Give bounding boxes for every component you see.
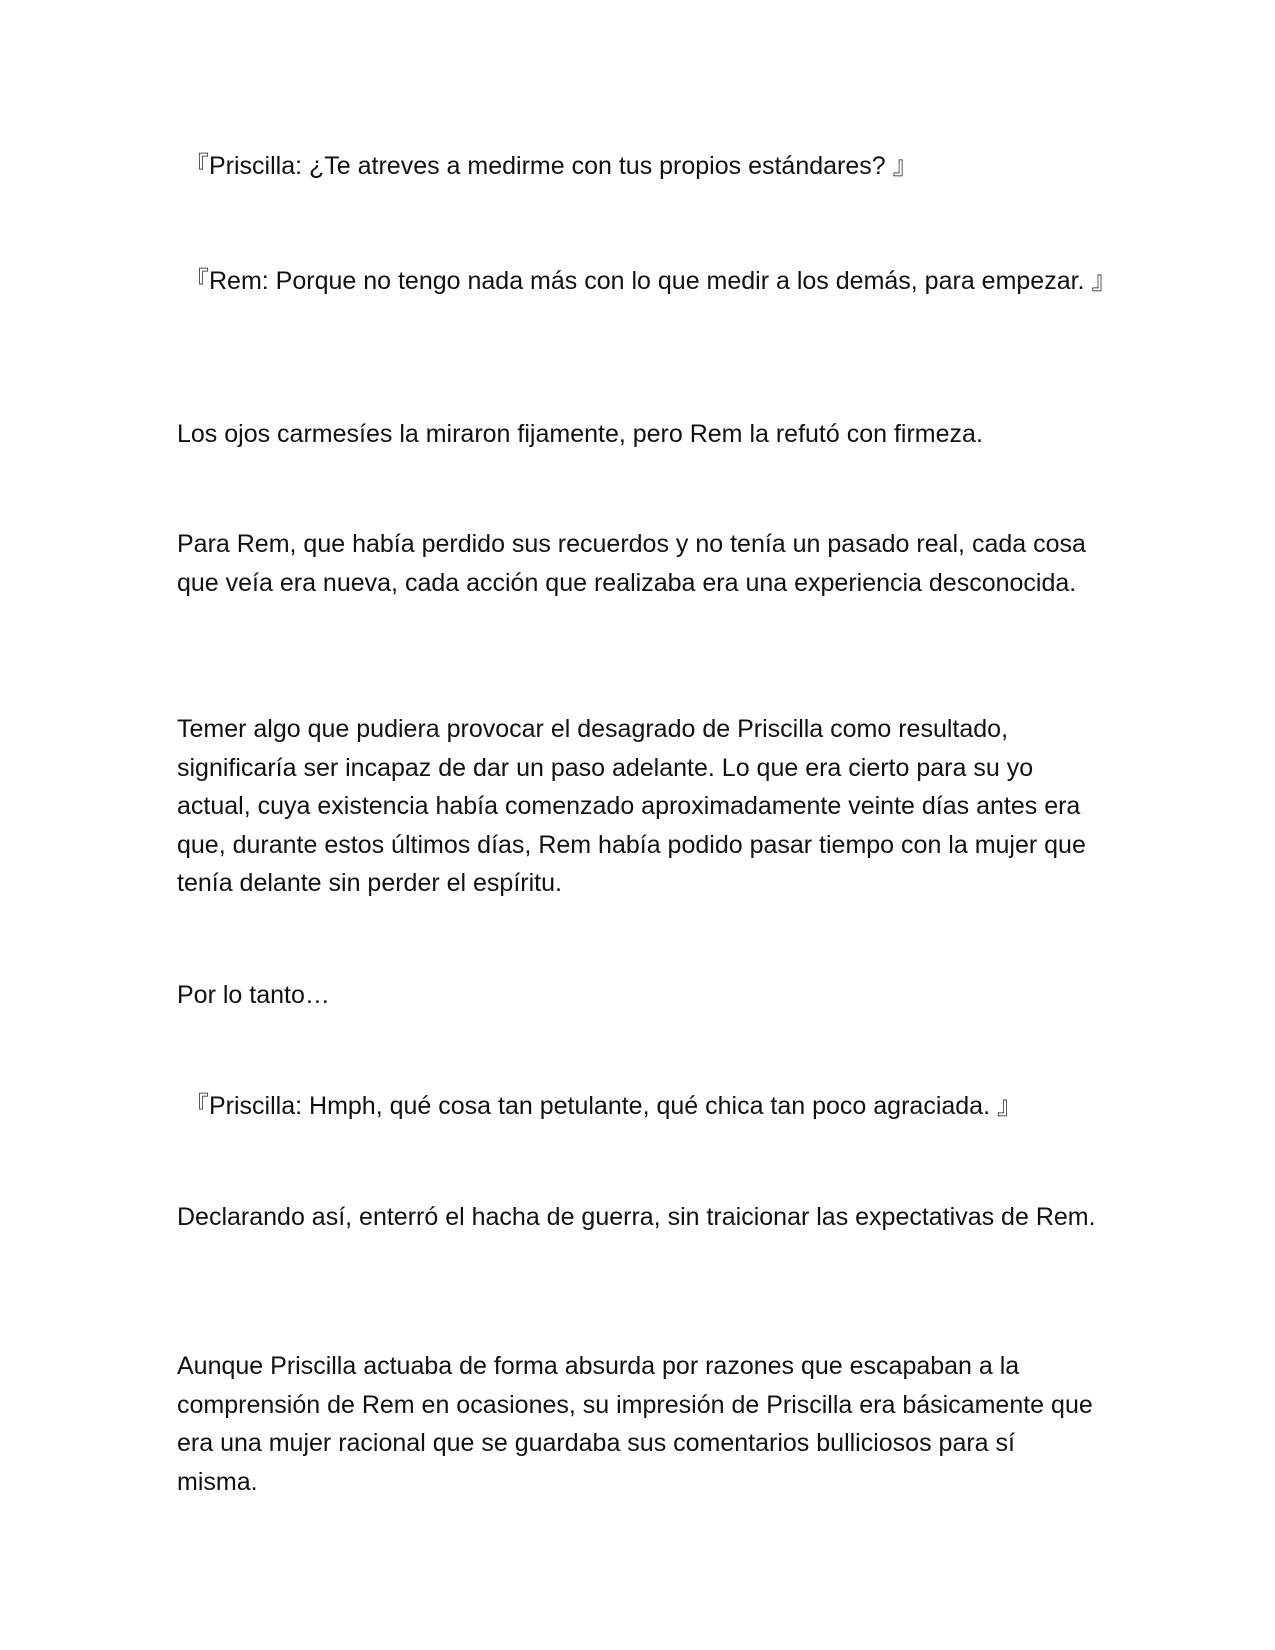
paragraph-crimson-eyes: Los ojos carmesíes la miraron fijamente, pero Rem la refutó con firmeza.	[177, 420, 983, 448]
paragraph-fear: Temer algo que pudiera provocar el desagrado de Priscilla como resultado, significaría ser incapaz de dar un paso adelante. Lo que era cierto para su yo actual, cuya existencia había comenzado aproximadamente veinte días antes era que, durante estos últimos días, Rem había podido pasar tiempo con la mujer que tenía delante sin perder el espíritu.	[177, 715, 1086, 897]
dialogue-priscilla-1: 『Priscilla: ¿Te atreves a medirme con tus propios estándares? 』	[184, 152, 918, 180]
dialogue-rem: 『Rem: Porque no tengo nada más con lo que medir a los demás, para empezar. 』	[184, 267, 1117, 295]
paragraph-therefore: Por lo tanto…	[177, 981, 330, 1009]
paragraph-hatchet: Declarando así, enterró el hacha de guerra, sin traicionar las expectativas de Rem.	[177, 1203, 1096, 1231]
paragraph-rem-memories: Para Rem, que había perdido sus recuerdos y no tenía un pasado real, cada cosa que veía era nueva, cada acción que realizaba era una experiencia desconocida.	[177, 530, 1086, 597]
dialogue-priscilla-2: 『Priscilla: Hmph, qué cosa tan petulante, qué chica tan poco agraciada. 』	[184, 1092, 1022, 1120]
paragraph-impression: Aunque Priscilla actuaba de forma absurda por razones que escapaban a la comprensión de Rem en ocasiones, su impresión de Priscilla era básicamente que era una mujer racional que se guardaba sus comentarios bulliciosos para sí misma.	[177, 1352, 1093, 1496]
